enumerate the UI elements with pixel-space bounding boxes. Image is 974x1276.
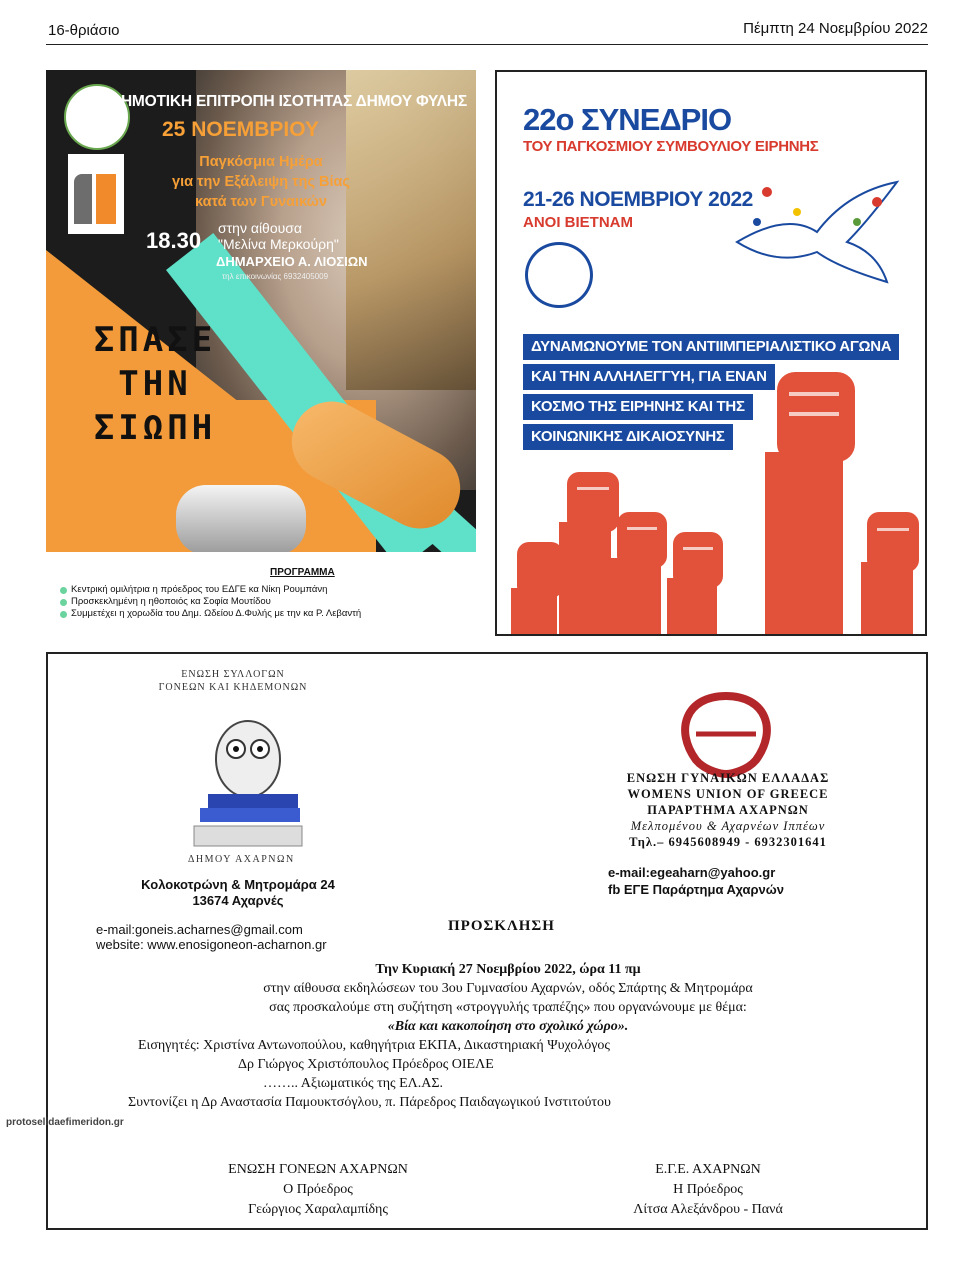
parents-website: website: www.enosigoneon-acharnon.gr [96,937,327,952]
list-item: Συμμετέχει η χορωδία του Δημ. Ωδείου Δ.Φυλής με την κα Ρ. Λεβαντή [60,608,361,620]
banner-line: ΚΟΣΜΟ ΤΗΣ ΕΙΡΗΝΗΣ ΚΑΙ ΤΗΣ [523,394,753,420]
womens-union-contact [608,864,784,898]
municipality-label: ΔΗΜΟΥ ΑΧΑΡΝΩΝ [188,854,295,865]
issue-date: Πέμπτη 24 Νοεμβρίου 2022 [743,20,928,37]
parents-contact [96,922,327,952]
banner-line: ΚΑΙ ΤΗΝ ΑΛΛΗΛΕΓΓΥΗ, ΓΙΑ ΕΝΑΝ [523,364,775,390]
program-title: ΠΡΟΓΡΑΜΜΑ [270,567,335,578]
womens-union-logo-icon [666,690,786,778]
page-section: 16-θριάσιο [48,22,120,39]
banner-line: ΚΟΙΝΩΝΙΚΗΣ ΔΙΚΑΙΟΣΥΝΗΣ [523,424,733,450]
parents-address: Κολοκοτρώνη & Μητρομάρα 24 13674 Αχαρνές [141,877,335,908]
watermark: protoselidaefimeridon.gr [6,1117,124,1128]
congress-number: 22ο ΣΥΝΕΔΡΙΟ [523,102,732,137]
parents-email: e-mail:goneis.acharnes@gmail.com [96,922,303,937]
slogan: ΣΠΑΣΕ ΤΗΝ ΣΙΩΠΗ [93,320,217,448]
signature-womens-union: Ε.Γ.Ε. ΑΧΑΡΝΩΝ Η Πρόεδρος Λίτσα Αλεξάνδρου - Πανά [633,1162,783,1217]
program-list [60,584,361,620]
parents-union-name: ΕΝΩΣΗ ΣΥΛΛΟΓΩΝ ΓΟΝΕΩΝ ΚΑΙ ΚΗΔΕΜΟΝΩΝ [158,669,308,693]
raised-fists-illustration [497,352,927,636]
owl-logo-icon [178,704,318,854]
event-phone: τηλ επικοινωνίας 6932405009 [222,272,329,281]
invitation-title: ΠΡΟΣΚΛΗΣΗ [448,918,555,934]
dove-icon [727,172,907,292]
poster-peace-congress [495,70,927,636]
banner-line: ΔΥΝΑΜΩΝΟΥΜΕ ΤΟΝ ΑΝΤΙΙΜΠΕΡΙΑΛΙΣΤΙΚΟ ΑΓΩΝΑ [523,334,899,360]
fist-image [176,485,306,555]
congress-subtitle: ΤΟΥ ΠΑΓΚΟΣΜΙΟΥ ΣΥΜΒΟΥΛΙΟΥ ΕΙΡΗΝΗΣ [523,138,819,155]
signature-parents: ΕΝΩΣΗ ΓΟΝΕΩΝ ΑΧΑΡΝΩΝ Ο Πρόεδρος Γεώργιος Χαραλαμπίδης [228,1162,408,1217]
bullet-icon [60,611,67,618]
header-rule [46,44,928,45]
congress-dates: 21-26 ΝΟΕΜΒΡΙΟΥ 2022 [523,188,753,211]
womens-union-details: ΕΝΩΣΗ ΓΥΝΑΙΚΩΝ ΕΛΛΑΔΑΣ WOMENS UNION OF GREECE ΠΑΡΑΡΤΗΜΑ ΑΧΑΡΝΩΝ Μελπομένου & Αχαρνέων Ιππέων Τηλ.– 6945608949 - 6932301641 [626,771,830,849]
equality-logo [68,154,124,234]
bullet-icon [60,599,67,606]
invitation-body: Την Κυριακή 27 Νοεμβρίου 2022, ώρα 11 πμ στην αίθουσα εκδηλώσεων του 3ου Γυμνασίου Αχαρνών, οδός Σπάρτης & Μητρομάρα σας προσκαλούμε στη συζήτηση «στρογγυλής τραπέζης» που οργανώνουμε με θέμα: «Βία και κακοποίηση στο σχολικό χώρο». Εισηγητές: Χριστίνα Αντωνοπούλου, καθηγήτρια ΕΚΠΑ, Δικαστηριακή Ψυχολόγος Δρ Γιώργος Χριστόπουλος Πρόεδρος ΟΙΕΛΕ …….. Αξιωματικός της ΕΛ.ΑΣ. Συντονίζει η Δρ Αναστασία Παμουκτσόγλου, π. Πάρεδρος Παιδαγωγικού Ινστιτούτου [128,962,753,1110]
list-item: Προσκεκλημένη η ηθοποιός κα Σοφία Μουτίδου [60,596,361,608]
poster-date: 25 ΝΟΕΜΒΡΙΟΥ [162,118,319,141]
globe-icon [525,242,593,308]
event-time: 18.30 [146,228,202,253]
poster-subtitle: Παγκόσμια Ημέρα για την Εξάλειψη της Βίας κατά των Γυναικών [172,154,350,210]
congress-city: ΑΝΟΙ ΒΙΕΤΝΑΜ [523,214,633,231]
event-venue: στην αίθουσα "Μελίνα Μερκούρη" [218,220,339,252]
list-item: Κεντρική ομιλήτρια η πρόεδρος του ΕΔΓΕ κα Νίκη Ρουμπάνη [60,584,361,596]
invitation-panel [46,652,928,1230]
poster-violence-against-women [46,70,476,636]
bullet-icon [60,587,67,594]
event-town: ΔΗΜΑΡΧΕΙΟ Α. ΛΙΟΣΙΩΝ [216,254,368,269]
womens-union-email: e-mail:egeaharn@yahoo.gr [608,865,776,880]
poster-org-title: ΔΗΜΟΤΙΚΗ ΕΠΙΤΡΟΠΗ ΙΣΟΤΗΤΑΣ ΔΗΜΟΥ ΦΥΛΗΣ [110,93,468,110]
womens-union-facebook: fb ΕΓΕ Παράρτημα Αχαρνών [608,882,784,897]
